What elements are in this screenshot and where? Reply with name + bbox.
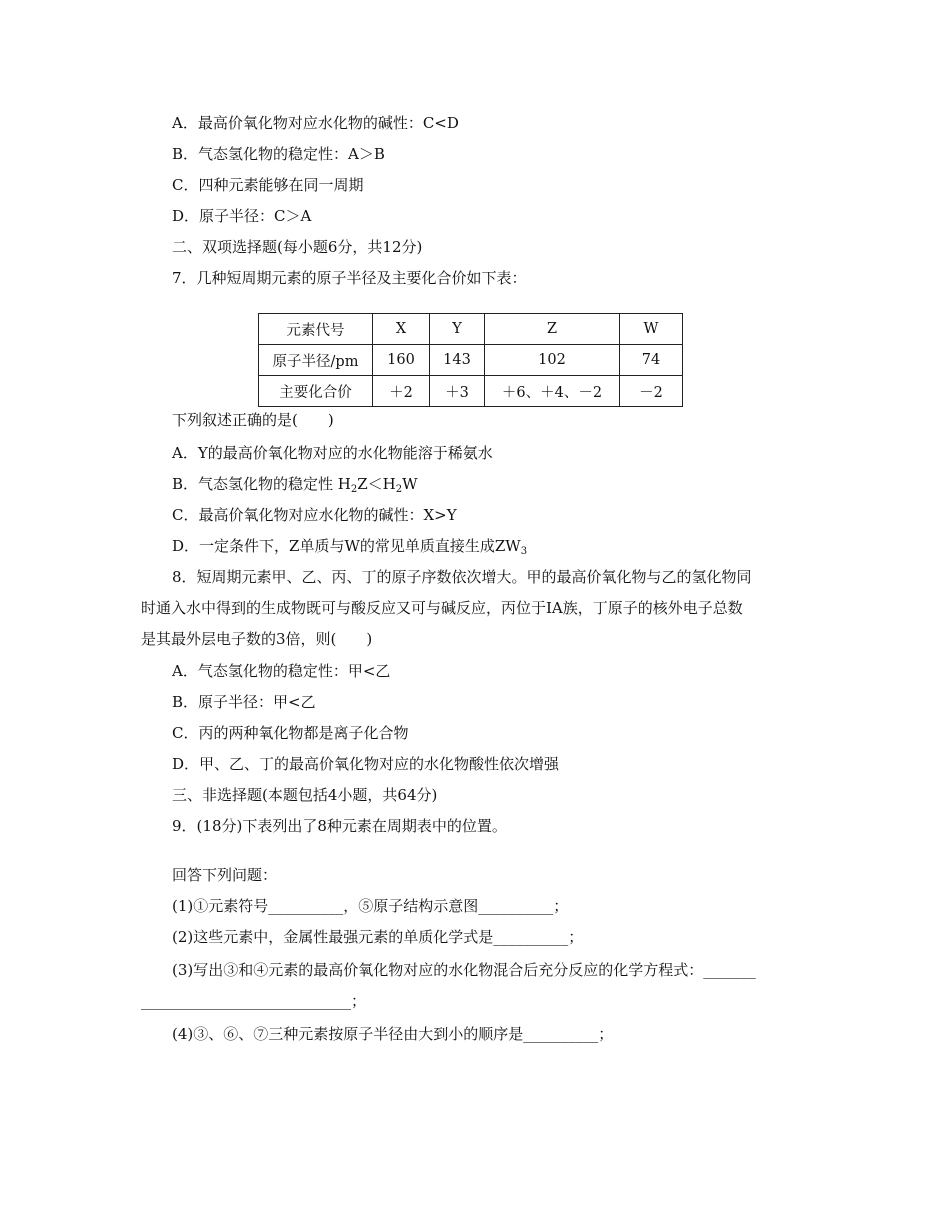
table-cell: －2 <box>620 376 683 407</box>
q8-option-d: D．甲、乙、丁的最高价氧化物对应的水化物酸性依次增强 <box>172 755 560 773</box>
q6-option-c: C．四种元素能够在同一周期 <box>172 176 364 194</box>
table-cell: Z <box>485 314 620 345</box>
q7-option-d <box>172 536 527 562</box>
q8-stem-line-3: 是其最外层电子数的3倍，则( ) <box>141 630 373 648</box>
table-row <box>259 345 683 376</box>
table-cell: 143 <box>430 345 485 376</box>
q8-option-a: A．气态氢化物的稳定性：甲<乙 <box>172 662 391 680</box>
table-cell: W <box>620 314 683 345</box>
text-segment: Z＜H <box>357 475 396 493</box>
table-cell: X <box>373 314 430 345</box>
table-cell: 102 <box>485 345 620 376</box>
q9-item-1: (1)①元素符号__________，⑤原子结构示意图__________； <box>172 897 569 915</box>
table-cell: 74 <box>620 345 683 376</box>
table-cell: ＋6、＋4、－2 <box>485 376 620 407</box>
text-segment: B．气态氢化物的稳定性 H <box>172 475 351 493</box>
table-cell: ＋3 <box>430 376 485 407</box>
q6-option-d: D．原子半径：C＞A <box>172 207 312 225</box>
q7-option-a: A．Y的最高价氧化物对应的水化物能溶于稀氨水 <box>172 444 493 462</box>
table-cell: 元素代号 <box>259 314 373 345</box>
table-cell: 160 <box>373 345 430 376</box>
section-heading-double-choice: 二、双项选择题(每小题6分，共12分) <box>172 238 423 256</box>
q9-item-3: (3)写出③和④元素的最高价氧化物对应的水化物混合后充分反应的化学方程式：_______ <box>172 961 756 979</box>
q7-option-c: C．最高价氧化物对应水化物的碱性：X>Y <box>172 506 457 524</box>
table-row <box>259 376 683 407</box>
table-cell: Y <box>430 314 485 345</box>
table-cell: 原子半径/pm <box>259 345 373 376</box>
q7-option-b <box>172 474 418 500</box>
q7-stem: 7．几种短周期元素的原子半径及主要化合价如下表： <box>172 269 527 287</box>
q6-option-b: B．气态氢化物的稳定性：A＞B <box>172 145 385 163</box>
subscript: 2 <box>350 484 358 495</box>
subscript: 2 <box>395 484 403 495</box>
table-cell: 主要化合价 <box>259 376 373 407</box>
q7-element-table <box>258 313 683 407</box>
table-row <box>259 314 683 345</box>
q9-stem: 9．(18分)下表列出了8种元素在周期表中的位置。 <box>172 817 507 835</box>
text-segment: D．一定条件下，Z单质与W的常见单质直接生成ZW <box>172 537 521 555</box>
q7-prompt: 下列叙述正确的是( ) <box>172 411 334 429</box>
q9-item-3-continued: ____________________________； <box>141 992 367 1010</box>
q8-option-c: C．丙的两种氧化物都是离子化合物 <box>172 724 409 742</box>
q8-stem-line-1: 8．短周期元素甲、乙、丙、丁的原子序数依次增大。甲的最高价氧化物与乙的氢化物同 <box>172 568 752 586</box>
q9-item-2: (2)这些元素中，金属性最强元素的单质化学式是__________； <box>172 928 584 946</box>
q9-prompt: 回答下列问题： <box>172 866 278 884</box>
subscript: 3 <box>520 546 528 557</box>
q6-option-a: A．最高价氧化物对应水化物的碱性：C<D <box>172 114 459 132</box>
text-segment: W <box>402 475 418 493</box>
q8-stem-line-2: 时通入水中得到的生成物既可与酸反应又可与碱反应，丙位于ⅠA族，丁原子的核外电子总数 <box>141 599 743 617</box>
q9-item-4: (4)③、⑥、⑦三种元素按原子半径由大到小的顺序是__________； <box>172 1025 614 1043</box>
section-heading-non-choice: 三、非选择题(本题包括4小题，共64分) <box>172 786 438 804</box>
q8-option-b: B．原子半径：甲<乙 <box>172 693 316 711</box>
table-cell: ＋2 <box>373 376 430 407</box>
